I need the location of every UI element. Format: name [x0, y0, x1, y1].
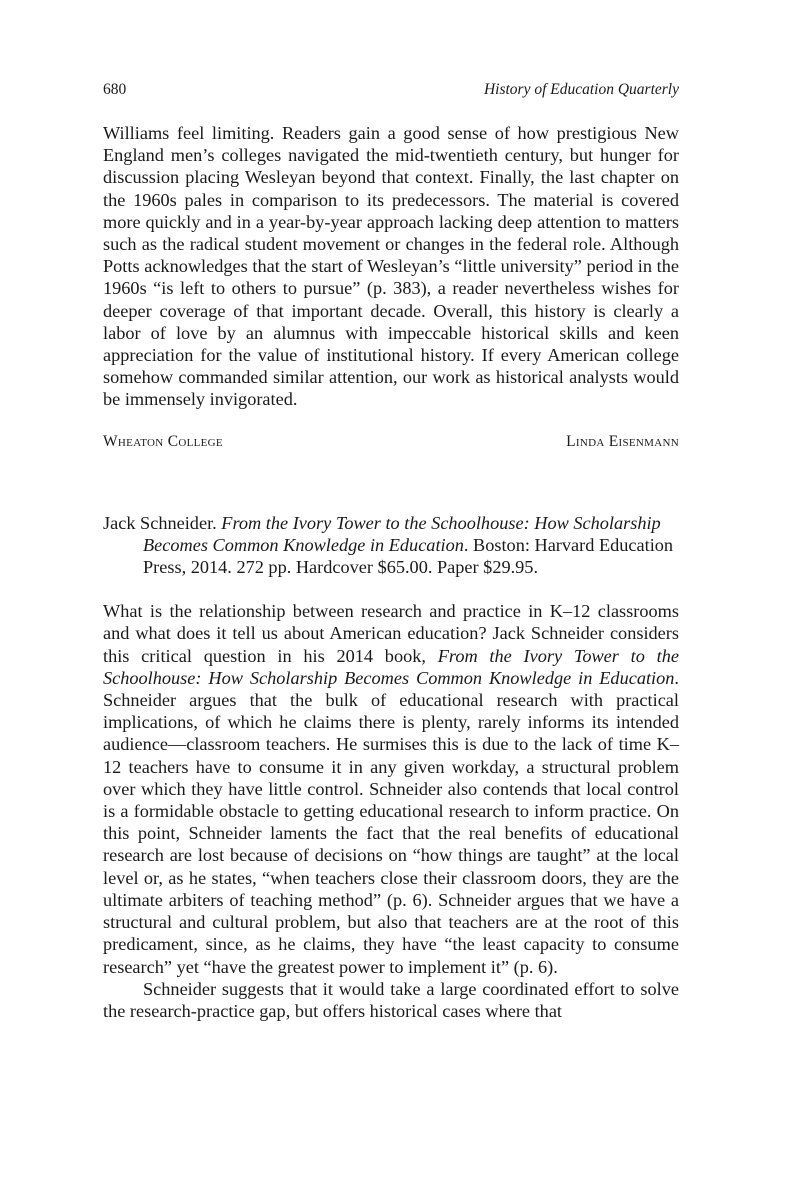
page-number: 680 [103, 81, 127, 98]
running-head [103, 80, 679, 100]
review-paragraph-2: Schneider suggests that it would take a large coordinated effort to solve the research-practice gap, but offers historical cases where that [103, 978, 679, 1021]
paragraph-1-book-title: From the Ivory Tower to the Schoolhouse: How Scholarship Becomes Common Knowledge in Education [103, 645, 679, 688]
previous-review-closing-paragraph: Williams feel limiting. Readers gain a good sense of how prestigious New England men’s colleges navigated the mid-twentieth century, but hunger for discussion placing Wesleyan beyond that context. Finally, the last chapter on the 1960s pales in comparison to its predecessors. The material is covered more quickly and in a year-by-year approach lacking deep attention to matters such as the radical student movement or changes in the federal role. Although Potts acknowledges that the start of Wesleyan’s “little university” period in the 1960s “is left to others to pursue” (p. 383), a reader nevertheless wishes for deeper coverage of that important decade. Overall, this history is clearly a labor of love by an alumnus with impeccable historical skills and keen appreciation for the value of institutional history. If every American college somehow commanded similar attention, our work as historical analysts would be immensely invigorated. [103, 123, 679, 410]
citation-book-title: From the Ivory Tower to the Schoolhouse: How Scholarship Becomes Common Knowledge in Education [143, 512, 661, 555]
reviewer-affiliation: Wheaton College [103, 432, 223, 450]
book-citation [103, 512, 679, 579]
paragraph-1-intro: What is the relationship between research and practice in K–12 classrooms and what does it tell us about American education? Jack Schneider considers this critical question in his 2014 book, [103, 601, 679, 666]
reviewer-name: Linda Eisenmann [566, 432, 679, 450]
journal-title: History of Education Quarterly [483, 81, 679, 98]
review-paragraph-1 [103, 600, 679, 977]
citation-author: Jack Schneider. [103, 512, 222, 533]
citation-publication: . Boston: Harvard Education Press, 2014. 272 pp. Hardcover $65.00. Paper $29.95. [143, 534, 674, 578]
reviewer-byline [103, 432, 679, 452]
paragraph-1-body: . Schneider argues that the bulk of educational research with practical implications, of which he claims there is plenty, rarely informs its intended audience—classroom teachers. He surmises this is due to the lack of time K–12 teachers have to consume it in any given workday, a structural problem over which they have little control. Schneider also contends that local control is a formidable obstacle to getting educational research to inform practice. On this point, Schneider laments the fact that the real benefits of educational research are lost because of decisions on “how things are taught” at the local level or, as he states, “when teachers close their classroom doors, they are the ultimate arbiters of teaching method” (p. 6). Schneider argues that we have a structural and cultural problem, but also that teachers are at the root of this predicament, since, as he claims, they have “the least capacity to consume research” yet “have the greatest power to implement it” (p. 6). [103, 667, 679, 977]
review-body [103, 600, 679, 1022]
journal-page [103, 80, 679, 1022]
